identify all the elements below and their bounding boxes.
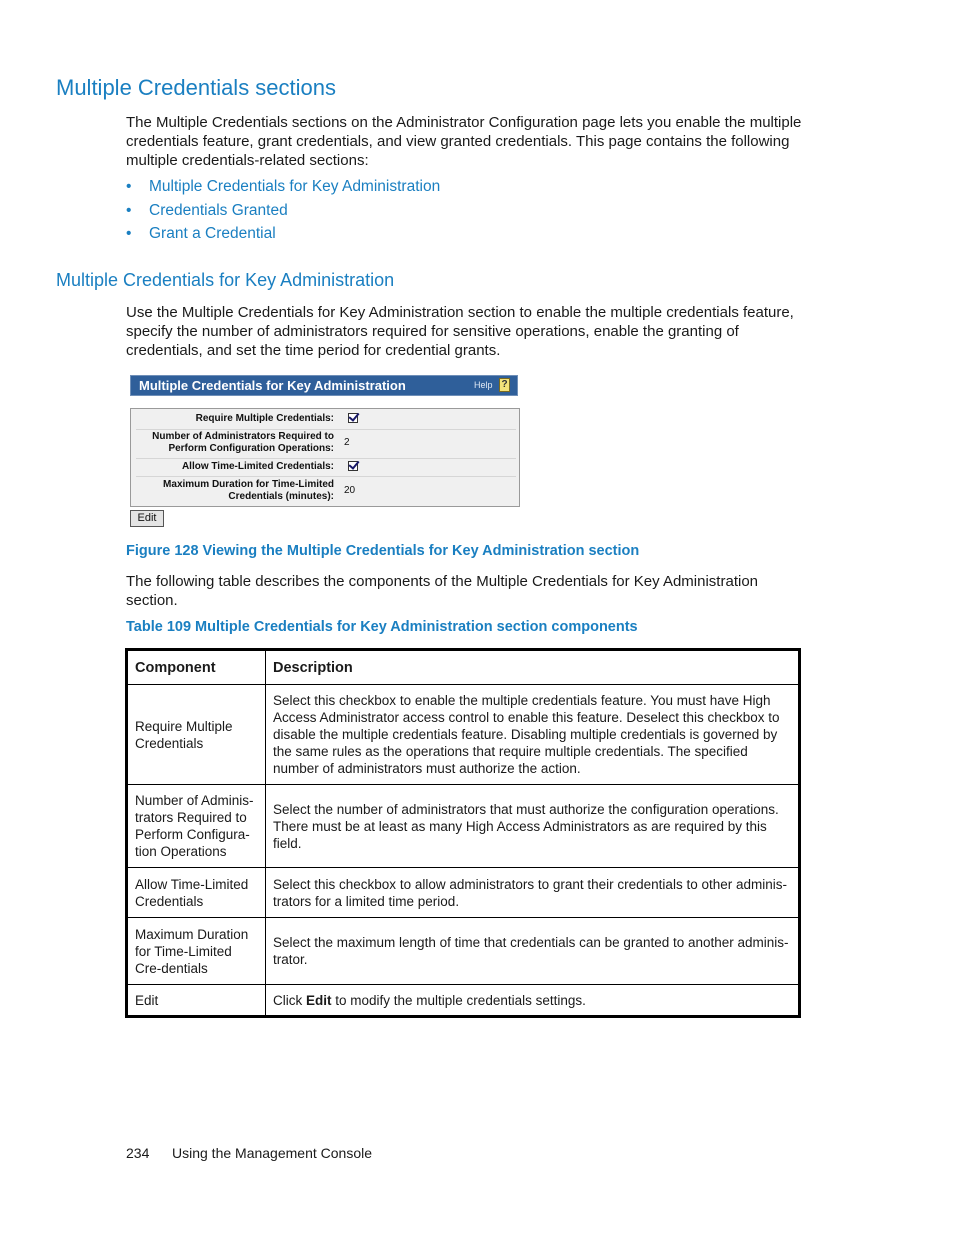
setting-row xyxy=(136,458,516,477)
require-multiple-credentials-checkbox[interactable] xyxy=(348,413,358,423)
description-cell: Select this checkbox to enable the multiple credentials feature. You must have High Access Administrator access control to enable this feature. Deselect this checkbox to disable the multiple credentials feature. Disabling multiple credentials is governed by the same rules as the operations that require multiple credentials. The specified number of administrators must authorize the action. xyxy=(266,685,800,785)
table-row xyxy=(127,685,800,785)
list-item[interactable] xyxy=(126,224,440,248)
page-title: Multiple Credentials sections xyxy=(56,75,337,100)
description-cell: Select this checkbox to allow administrators to grant their credentials to other adminis-trators for a limited time period. xyxy=(266,868,800,918)
link-multiple-credentials[interactable]: Multiple Credentials for Key Administration xyxy=(149,178,441,195)
table-caption: Table 109 Multiple Credentials for Key Administration section components xyxy=(126,619,638,635)
require-multiple-credentials-label: Require Multiple Credentials: xyxy=(195,413,334,424)
allow-time-limited-checkbox[interactable] xyxy=(348,461,358,471)
figure-caption: Figure 128 Viewing the Multiple Credentials for Key Administration section xyxy=(126,543,640,559)
component-cell: Number of Adminis-trators Required to Perform Configura-tion Operations xyxy=(127,785,266,868)
description-cell: Select the maximum length of time that credentials can be granted to another adminis-trator. xyxy=(266,918,800,985)
edit-keyword: Edit xyxy=(306,992,332,1008)
description-text: Click xyxy=(273,992,306,1008)
description-cell xyxy=(266,985,800,1017)
setting-row xyxy=(136,429,516,459)
table-intro-paragraph: The following table describes the components of the Multiple Credentials for Key Administration section. xyxy=(126,573,758,609)
component-cell: Edit xyxy=(127,985,266,1017)
link-credentials-granted[interactable]: Credentials Granted xyxy=(149,201,288,219)
section-links xyxy=(126,177,440,248)
list-item[interactable] xyxy=(126,177,440,201)
table-row xyxy=(127,918,800,985)
setting-row xyxy=(136,409,516,430)
description-text: to modify the multiple credentials settings. xyxy=(331,992,586,1008)
page-footer xyxy=(126,1145,372,1161)
list-item[interactable] xyxy=(126,201,440,225)
component-cell: Require Multiple Credentials xyxy=(127,685,266,785)
table-header-row xyxy=(127,650,800,685)
column-header: Component xyxy=(127,650,266,685)
table-row xyxy=(127,785,800,868)
bullet-icon: • xyxy=(126,178,132,195)
panel-header xyxy=(130,375,518,396)
subsection-title: Multiple Credentials for Key Administration xyxy=(56,270,395,290)
description-cell: Select the number of administrators that must authorize the configuration operations. There must be at least as many High Access Administrators as are required by this field. xyxy=(266,785,800,868)
admins-required-label: Number of Administrators Required to Perform Configuration Operations: xyxy=(152,431,334,454)
panel-title: Multiple Credentials for Key Administration xyxy=(139,378,406,393)
component-cell: Allow Time-Limited Credentials xyxy=(127,868,266,918)
allow-time-limited-label: Allow Time-Limited Credentials: xyxy=(181,461,334,472)
component-cell: Maximum Duration for Time-Limited Cre-dentials xyxy=(127,918,266,985)
components-table xyxy=(125,648,801,1018)
bullet-icon: • xyxy=(126,225,132,242)
setting-row xyxy=(136,476,516,505)
table-row xyxy=(127,868,800,918)
max-duration-label: Maximum Duration for Time-Limited Credentials (minutes): xyxy=(163,479,334,502)
footer-text: Using the Management Console xyxy=(172,1145,373,1161)
settings-panel xyxy=(130,408,520,507)
column-header: Description xyxy=(266,650,800,685)
page-number: 234 xyxy=(126,1145,150,1161)
subsection-paragraph: Use the Multiple Credentials for Key Administration section to enable the multiple credentials feature, specify the number of administrators required for sensitive operations, enable the granting of credentials, and set the time period for credential grants. xyxy=(126,304,794,359)
bullet-icon: • xyxy=(126,201,132,219)
help-link[interactable]: Help xyxy=(474,380,493,390)
table-row xyxy=(127,985,800,1017)
help-icon[interactable]: ? xyxy=(499,378,510,392)
max-duration-value: 20 xyxy=(344,485,356,496)
link-grant-credential[interactable]: Grant a Credential xyxy=(149,225,276,242)
edit-button[interactable]: Edit xyxy=(130,510,164,527)
admins-required-value: 2 xyxy=(344,437,350,448)
intro-paragraph: The Multiple Credentials sections on the Administrator Configuration page lets you enable the multiple credentials feature, grant credentials, and view granted credentials. This page contains the following multiple credentials-related sections: xyxy=(126,114,802,169)
